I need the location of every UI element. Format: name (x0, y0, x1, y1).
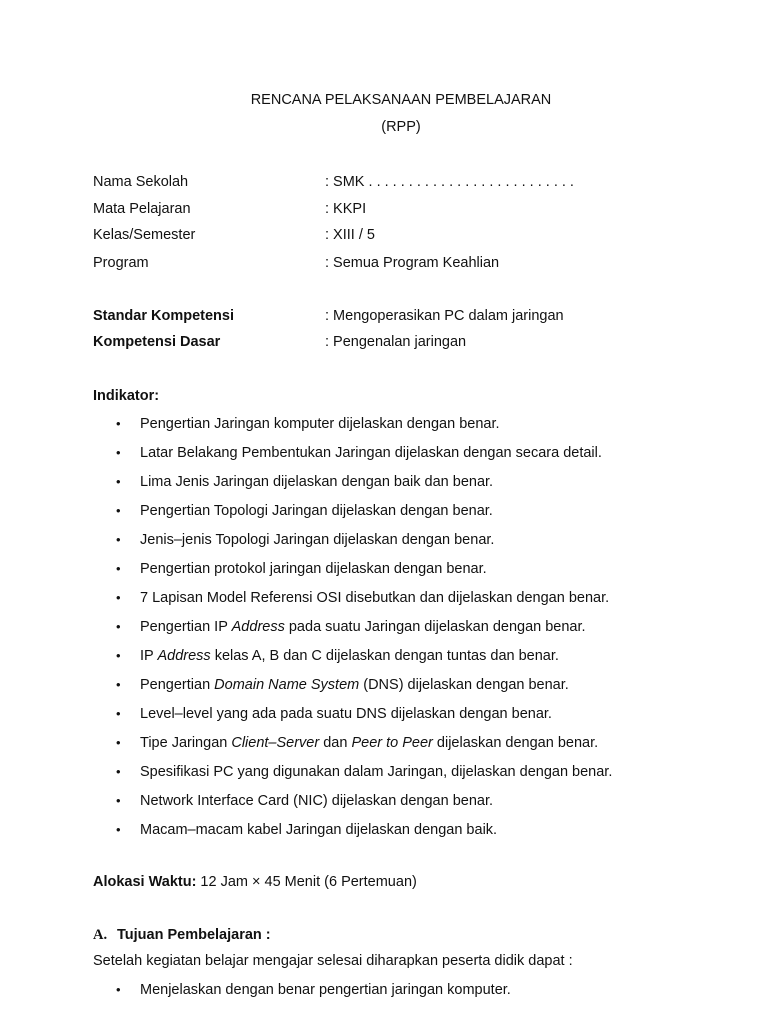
bullet-icon: • (116, 561, 121, 576)
indikator-text-part: (DNS) dijelaskan dengan benar. (359, 677, 569, 693)
indikator-text (140, 414, 500, 434)
indikator-text-italic: Address (231, 619, 285, 635)
indikator-text (140, 501, 493, 521)
competence-value: : Pengenalan jaringan (325, 334, 467, 350)
bullet-icon: • (116, 474, 121, 489)
indikator-text-part: dijelaskan dengan benar. (432, 735, 599, 751)
indikator-text (140, 646, 559, 666)
identity-value: : XIII / 5 (325, 227, 375, 243)
indikator-item (116, 762, 612, 782)
identity-row-mata-pelajaran (93, 199, 366, 219)
bullet-icon: • (116, 416, 121, 431)
indikator-text-part: 7 Lapisan Model Referensi OSI disebutkan dan dijelaskan dengan benar. (140, 590, 610, 606)
indikator-text-italic: Client–Server (231, 735, 320, 751)
competence-value: : Mengoperasikan PC dalam jaringan (325, 308, 564, 324)
bullet-icon: • (116, 677, 121, 692)
indikator-text (140, 443, 602, 463)
indikator-text (140, 762, 612, 782)
indikator-text-part: Latar Belakang Pembentukan Jaringan dijelaskan dengan secara detail. (140, 445, 602, 461)
indikator-text-part: Jenis–jenis Topologi Jaringan dijelaskan dengan benar. (140, 532, 495, 548)
indikator-text (140, 617, 586, 637)
indikator-text-part: Level–level yang ada pada suatu DNS dijelaskan dengan benar. (140, 706, 552, 722)
indikator-item (116, 559, 487, 579)
bullet-icon: • (116, 619, 121, 634)
bullet-icon: • (116, 445, 121, 460)
indikator-item (116, 414, 500, 434)
indikator-text-part: pada suatu Jaringan dijelaskan dengan benar. (284, 619, 586, 635)
indikator-text-italic: Domain Name System (214, 677, 360, 693)
indikator-item (116, 472, 493, 492)
indikator-item (116, 617, 586, 637)
indikator-text (140, 559, 487, 579)
competence-label: Kompetensi Dasar (93, 334, 221, 350)
bullet-icon: • (116, 793, 121, 808)
indikator-text-part: Spesifikasi PC yang digunakan dalam Jaringan, dijelaskan dengan benar. (140, 764, 613, 780)
identity-value: : KKPI (325, 201, 367, 217)
alokasi-waktu (93, 872, 417, 892)
identity-value: : Semua Program Keahlian (325, 255, 500, 271)
indikator-text-italic: Peer to Peer (351, 735, 433, 751)
indikator-text (140, 675, 569, 695)
identity-label: Mata Pelajaran (93, 201, 191, 217)
identity-value: : SMK . . . . . . . . . . . . . . . . . . . . . . . . . . (325, 174, 574, 190)
indikator-text (140, 733, 598, 753)
bullet-icon: • (116, 532, 121, 547)
indikator-text-part: Pengertian Jaringan komputer dijelaskan dengan benar. (140, 416, 500, 432)
identity-row-nama-sekolah (93, 172, 574, 192)
bullet-icon: • (116, 706, 121, 721)
indikator-item (116, 501, 493, 521)
indikator-text-part: kelas A, B dan C dijelaskan dengan tuntas dan benar. (210, 648, 559, 664)
competence-label: Standar Kompetensi (93, 308, 234, 324)
indikator-heading: Indikator: (93, 388, 160, 404)
identity-label: Program (93, 255, 149, 271)
standar-kompetensi-row (93, 306, 564, 326)
indikator-item (116, 704, 552, 724)
indikator-text-part: Lima Jenis Jaringan dijelaskan dengan baik dan benar. (140, 474, 494, 490)
kompetensi-dasar-row (93, 332, 466, 352)
indikator-item (116, 733, 598, 753)
bullet-icon: • (116, 503, 121, 518)
indikator-text-part: IP (140, 648, 158, 664)
bullet-icon: • (116, 648, 121, 663)
indikator-text-part: Network Interface Card (NIC) dijelaskan dengan benar. (140, 793, 494, 809)
indikator-item (116, 530, 494, 550)
indikator-item (116, 820, 497, 840)
identity-label: Kelas/Semester (93, 227, 196, 243)
bullet-icon: • (116, 735, 121, 750)
section-a-intro: Setelah kegiatan belajar mengajar selesai diharapkan peserta didik dapat : (93, 953, 573, 969)
document-title: RENCANA PELAKSANAAN PEMBELAJARAN (250, 92, 552, 108)
indikator-text (140, 472, 493, 492)
indikator-text (140, 820, 497, 840)
tujuan-item (116, 980, 511, 1000)
alokasi-value: 12 Jam × 45 Menit (6 Pertemuan) (196, 874, 417, 890)
document-subtitle: (RPP) (381, 119, 421, 135)
bullet-icon: • (116, 822, 121, 837)
section-title: Tujuan Pembelajaran : (117, 927, 271, 943)
bullet-icon: • (116, 764, 121, 779)
indikator-item (116, 646, 559, 666)
identity-label: Nama Sekolah (93, 174, 189, 190)
indikator-text-part: Pengertian (140, 677, 215, 693)
bullet-icon: • (116, 982, 121, 997)
indikator-text-part: Tipe Jaringan (140, 735, 232, 751)
indikator-text-italic: Address (157, 648, 211, 664)
indikator-item (116, 588, 609, 608)
indikator-item (116, 791, 493, 811)
indikator-text (140, 588, 609, 608)
alokasi-label: Alokasi Waktu: (93, 874, 197, 890)
indikator-text (140, 704, 552, 724)
tujuan-text: Menjelaskan dengan benar pengertian jaringan komputer. (140, 982, 511, 998)
identity-row-program (93, 253, 499, 273)
indikator-text (140, 791, 493, 811)
indikator-text-part: Pengertian protokol jaringan dijelaskan dengan benar. (140, 561, 487, 577)
indikator-text-part: dan (319, 735, 352, 751)
indikator-item (116, 675, 569, 695)
indikator-text-part: Pengertian Topologi Jaringan dijelaskan dengan benar. (140, 503, 493, 519)
indikator-text (140, 530, 494, 550)
section-letter: A. (93, 927, 108, 943)
indikator-text-part: Pengertian IP (140, 619, 232, 635)
indikator-item (116, 443, 602, 463)
bullet-icon: • (116, 590, 121, 605)
identity-row-kelas-semester (93, 225, 375, 245)
indikator-text-part: Macam–macam kabel Jaringan dijelaskan dengan baik. (140, 822, 498, 838)
section-a-heading (93, 925, 271, 945)
